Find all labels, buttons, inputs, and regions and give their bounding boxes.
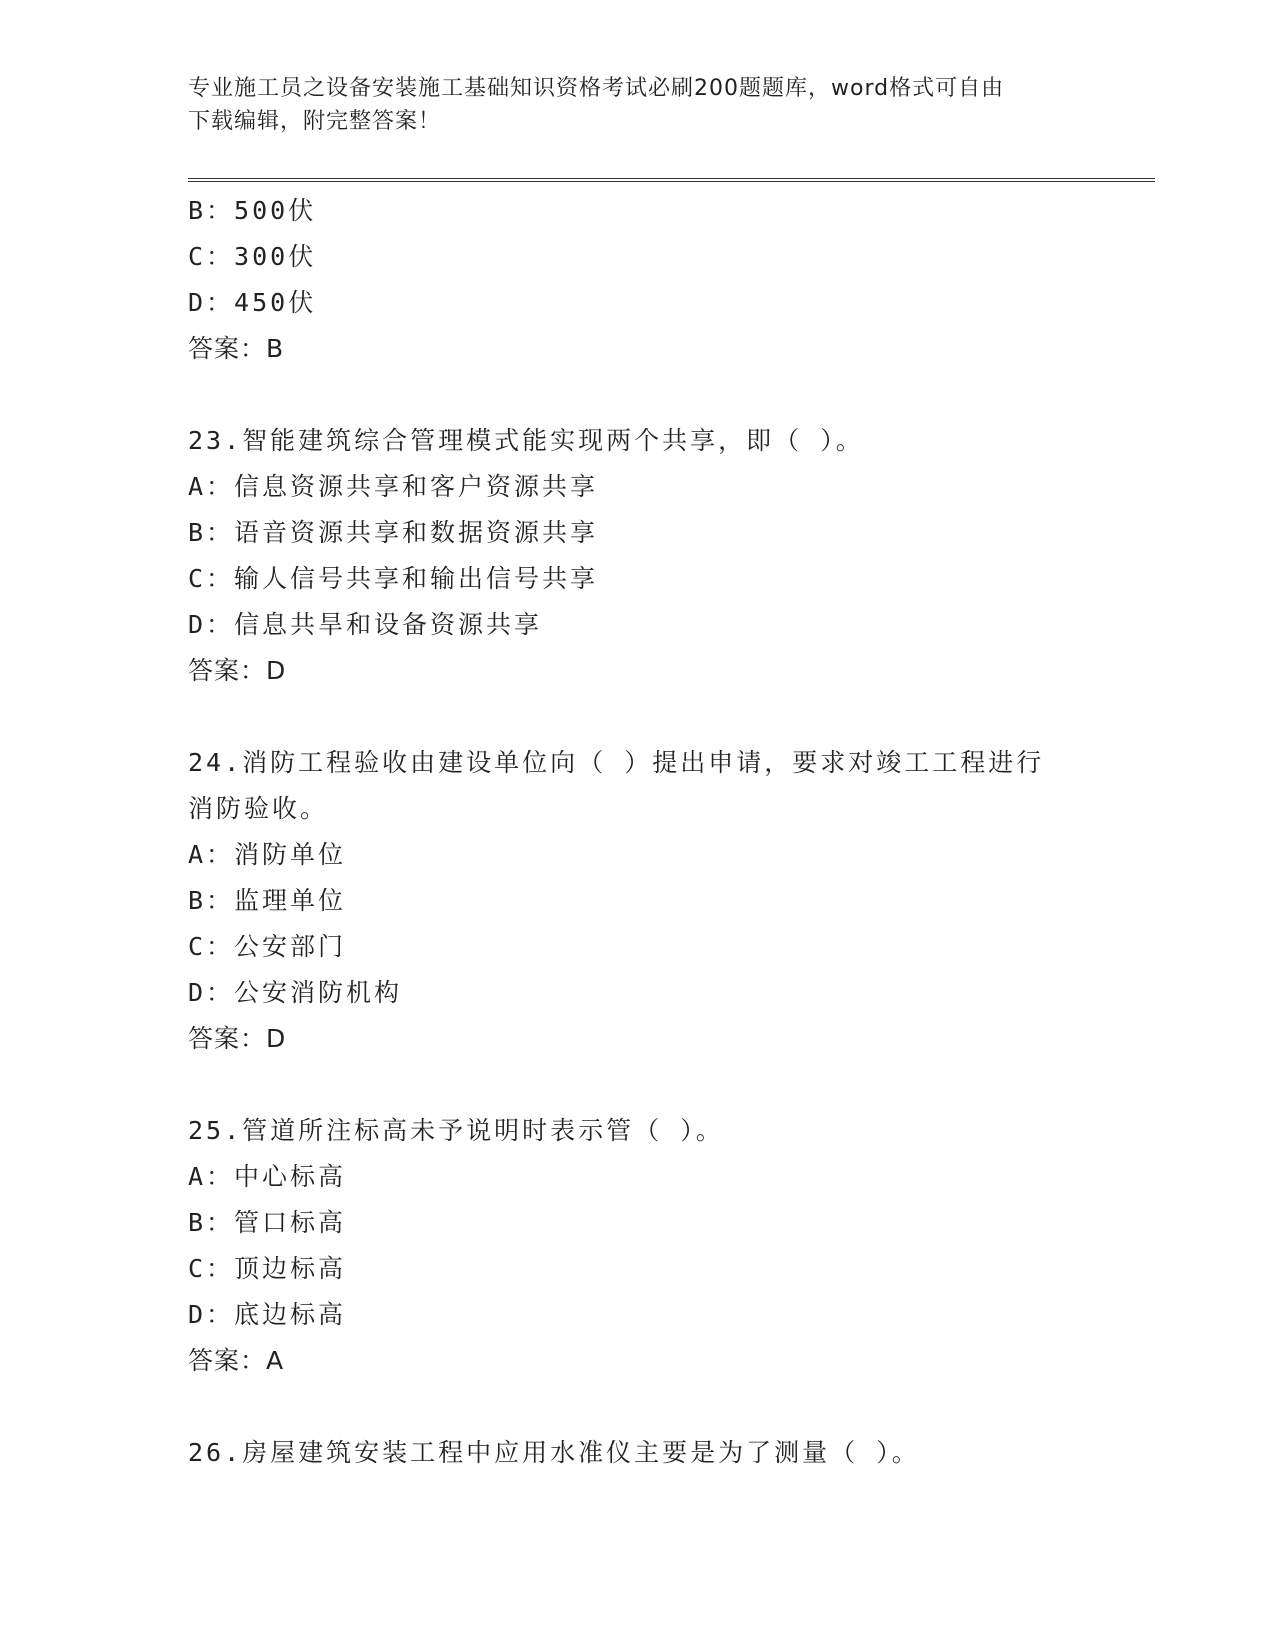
answer-text: 答案：D [188,656,287,685]
question-23 [188,418,1088,694]
answer-text: 答案：A [188,1346,285,1375]
question-text-line-1: 24.消防工程验收由建设单位向（ ）提出申请，要求对竣工工程进行 [188,748,1045,777]
question-26 [188,1430,1088,1476]
option-b: B：500伏 [188,196,317,225]
option-a: A：信息资源共享和客户资源共享 [188,472,599,501]
option-d: D：底边标高 [188,1300,347,1329]
document-header [188,72,1068,138]
spacer [188,372,1088,418]
question-22-tail [188,188,1088,372]
spacer [188,1062,1088,1108]
answer-text: 答案：B [188,334,285,363]
question-text: 26.房屋建筑安装工程中应用水准仪主要是为了测量（ ）。 [188,1438,920,1467]
option-c: C：公安部门 [188,932,347,961]
option-b: B：语音资源共享和数据资源共享 [188,518,599,547]
option-a: A：中心标高 [188,1162,347,1191]
option-d: D：450伏 [188,288,317,317]
question-text-line-2: 消防验收。 [188,794,329,823]
option-d: D：公安消防机构 [188,978,403,1007]
header-divider [188,178,1155,182]
spacer [188,694,1088,740]
question-25 [188,1108,1088,1384]
question-list [188,188,1088,1476]
option-c: C：顶边标高 [188,1254,347,1283]
question-text: 25.管道所注标高未予说明时表示管（ ）。 [188,1116,724,1145]
option-b: B：管口标高 [188,1208,347,1237]
option-a: A：消防单位 [188,840,347,869]
question-text: 23.智能建筑综合管理模式能实现两个共享，即（ ）。 [188,426,864,455]
option-b: B：监理单位 [188,886,347,915]
header-line-2: 下载编辑，附完整答案！ [188,109,442,134]
header-line-1: 专业施工员之设备安装施工基础知识资格考试必刷200题题库，word格式可自由 [188,76,1005,101]
option-c: C：300伏 [188,242,317,271]
option-c: C：输人信号共享和输出信号共享 [188,564,599,593]
answer-text: 答案：D [188,1024,287,1053]
spacer [188,1384,1088,1430]
question-24 [188,740,1088,1062]
option-d: D：信息共旱和设备资源共享 [188,610,543,639]
